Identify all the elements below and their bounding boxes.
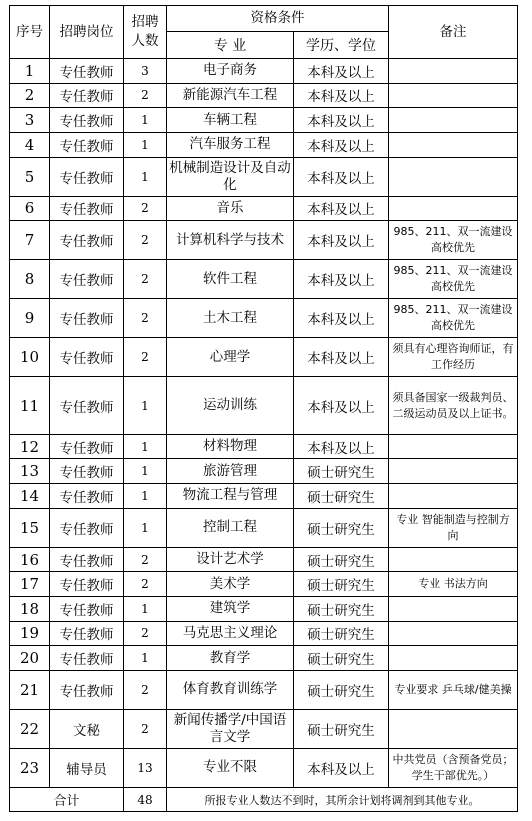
row-major: 材料物理 xyxy=(167,434,294,459)
row-education: 本科及以上 xyxy=(294,196,389,221)
header-seq: 序号 xyxy=(10,6,50,59)
header-count: 招聘人数 xyxy=(124,6,167,59)
row-position: 专任教师 xyxy=(50,596,124,621)
row-education: 硕士研究生 xyxy=(294,508,389,547)
row-note xyxy=(389,59,518,84)
row-education: 硕士研究生 xyxy=(294,484,389,509)
table-row xyxy=(10,596,518,621)
row-education: 硕士研究生 xyxy=(294,646,389,671)
row-note: 专业 书法方向 xyxy=(389,572,518,597)
table-row xyxy=(10,108,518,133)
row-count: 1 xyxy=(124,646,167,671)
row-position: 专任教师 xyxy=(50,299,124,338)
row-count: 2 xyxy=(124,709,167,748)
row-note: 985、211、双一流建设高校优先 xyxy=(389,299,518,338)
row-position: 专任教师 xyxy=(50,459,124,484)
row-major: 马克思主义理论 xyxy=(167,621,294,646)
table-row xyxy=(10,621,518,646)
row-note: 中共党员（含预备党员；学生干部优先。） xyxy=(389,748,518,787)
row-position: 专任教师 xyxy=(50,670,124,709)
row-count: 3 xyxy=(124,59,167,84)
row-note: 须具备国家一级裁判员、二级运动员及以上证书。 xyxy=(389,377,518,434)
header-major: 专 业 xyxy=(167,32,294,59)
header-education: 学历、学位 xyxy=(294,32,389,59)
row-position: 文秘 xyxy=(50,709,124,748)
table-row xyxy=(10,59,518,84)
row-education: 本科及以上 xyxy=(294,434,389,459)
row-major: 物流工程与管理 xyxy=(167,484,294,509)
total-row xyxy=(10,788,518,812)
row-major: 心理学 xyxy=(167,338,294,377)
total-note: 所报专业人数达不到时，其所余计划将调剂到其他专业。 xyxy=(167,788,518,812)
row-education: 硕士研究生 xyxy=(294,596,389,621)
row-position: 专任教师 xyxy=(50,157,124,196)
row-no: 6 xyxy=(10,196,50,221)
row-major: 旅游管理 xyxy=(167,459,294,484)
table-row xyxy=(10,547,518,572)
row-major: 设计艺术学 xyxy=(167,547,294,572)
row-no: 10 xyxy=(10,338,50,377)
header-qualification: 资格条件 xyxy=(167,6,389,32)
row-note: 须具有心理咨询师证，有工作经历 xyxy=(389,338,518,377)
row-note xyxy=(389,108,518,133)
row-position: 专任教师 xyxy=(50,59,124,84)
row-position: 专任教师 xyxy=(50,572,124,597)
row-count: 1 xyxy=(124,508,167,547)
table-row xyxy=(10,748,518,787)
row-no: 11 xyxy=(10,377,50,434)
row-count: 1 xyxy=(124,596,167,621)
row-major: 机械制造设计及自动化 xyxy=(167,157,294,196)
row-count: 2 xyxy=(124,547,167,572)
table-row xyxy=(10,508,518,547)
row-no: 22 xyxy=(10,709,50,748)
row-note xyxy=(389,621,518,646)
row-count: 13 xyxy=(124,748,167,787)
row-no: 3 xyxy=(10,108,50,133)
row-no: 15 xyxy=(10,508,50,547)
row-no: 14 xyxy=(10,484,50,509)
row-count: 2 xyxy=(124,83,167,108)
row-major: 教育学 xyxy=(167,646,294,671)
row-major: 控制工程 xyxy=(167,508,294,547)
row-education: 本科及以上 xyxy=(294,748,389,787)
row-note xyxy=(389,459,518,484)
row-count: 2 xyxy=(124,221,167,260)
table-row xyxy=(10,709,518,748)
row-note xyxy=(389,709,518,748)
row-note: 985、211、双一流建设高校优先 xyxy=(389,221,518,260)
row-position: 专任教师 xyxy=(50,621,124,646)
row-note xyxy=(389,196,518,221)
row-education: 本科及以上 xyxy=(294,157,389,196)
table-row xyxy=(10,157,518,196)
row-note xyxy=(389,547,518,572)
row-major: 计算机科学与技术 xyxy=(167,221,294,260)
row-no: 16 xyxy=(10,547,50,572)
recruitment-table xyxy=(9,5,518,812)
row-education: 本科及以上 xyxy=(294,377,389,434)
row-no: 20 xyxy=(10,646,50,671)
row-major: 运动训练 xyxy=(167,377,294,434)
row-major: 新闻传播学/中国语言文学 xyxy=(167,709,294,748)
row-position: 专任教师 xyxy=(50,484,124,509)
row-education: 硕士研究生 xyxy=(294,621,389,646)
table-row xyxy=(10,377,518,434)
row-position: 专任教师 xyxy=(50,108,124,133)
row-count: 2 xyxy=(124,572,167,597)
row-note xyxy=(389,596,518,621)
row-note xyxy=(389,484,518,509)
row-no: 17 xyxy=(10,572,50,597)
table-row xyxy=(10,221,518,260)
row-major: 音乐 xyxy=(167,196,294,221)
row-no: 1 xyxy=(10,59,50,84)
table-body xyxy=(10,59,518,788)
row-note: 专业 智能制造与控制方向 xyxy=(389,508,518,547)
row-position: 专任教师 xyxy=(50,377,124,434)
row-education: 本科及以上 xyxy=(294,108,389,133)
row-note xyxy=(389,157,518,196)
row-no: 23 xyxy=(10,748,50,787)
row-major: 汽车服务工程 xyxy=(167,132,294,157)
row-count: 1 xyxy=(124,459,167,484)
row-count: 2 xyxy=(124,260,167,299)
total-count: 48 xyxy=(124,788,167,812)
row-position: 专任教师 xyxy=(50,434,124,459)
row-no: 2 xyxy=(10,83,50,108)
table-row xyxy=(10,83,518,108)
table-row xyxy=(10,646,518,671)
row-education: 本科及以上 xyxy=(294,59,389,84)
table-row xyxy=(10,299,518,338)
row-no: 21 xyxy=(10,670,50,709)
row-no: 5 xyxy=(10,157,50,196)
row-count: 2 xyxy=(124,670,167,709)
row-major: 建筑学 xyxy=(167,596,294,621)
table-row xyxy=(10,434,518,459)
row-position: 专任教师 xyxy=(50,196,124,221)
row-position: 专任教师 xyxy=(50,83,124,108)
row-education: 本科及以上 xyxy=(294,260,389,299)
row-note xyxy=(389,83,518,108)
row-education: 本科及以上 xyxy=(294,132,389,157)
row-count: 1 xyxy=(124,434,167,459)
row-position: 专任教师 xyxy=(50,338,124,377)
table-row xyxy=(10,338,518,377)
row-count: 2 xyxy=(124,621,167,646)
row-position: 专任教师 xyxy=(50,221,124,260)
row-major: 车辆工程 xyxy=(167,108,294,133)
row-major: 电子商务 xyxy=(167,59,294,84)
table-row xyxy=(10,484,518,509)
row-no: 18 xyxy=(10,596,50,621)
row-position: 专任教师 xyxy=(50,547,124,572)
row-education: 硕士研究生 xyxy=(294,459,389,484)
row-education: 硕士研究生 xyxy=(294,709,389,748)
row-no: 4 xyxy=(10,132,50,157)
table-row xyxy=(10,459,518,484)
row-note xyxy=(389,132,518,157)
header-note: 备注 xyxy=(389,6,518,59)
row-count: 1 xyxy=(124,108,167,133)
row-major: 专业不限 xyxy=(167,748,294,787)
table-row xyxy=(10,670,518,709)
total-label: 合计 xyxy=(10,788,124,812)
row-count: 1 xyxy=(124,377,167,434)
row-count: 2 xyxy=(124,196,167,221)
row-no: 12 xyxy=(10,434,50,459)
row-no: 8 xyxy=(10,260,50,299)
row-no: 7 xyxy=(10,221,50,260)
row-education: 本科及以上 xyxy=(294,299,389,338)
row-position: 专任教师 xyxy=(50,508,124,547)
header-position: 招聘岗位 xyxy=(50,6,124,59)
table-row xyxy=(10,572,518,597)
row-education: 本科及以上 xyxy=(294,338,389,377)
row-major: 软件工程 xyxy=(167,260,294,299)
row-count: 2 xyxy=(124,299,167,338)
row-count: 1 xyxy=(124,132,167,157)
row-count: 1 xyxy=(124,157,167,196)
row-no: 9 xyxy=(10,299,50,338)
row-major: 体育教育训练学 xyxy=(167,670,294,709)
row-position: 辅导员 xyxy=(50,748,124,787)
row-position: 专任教师 xyxy=(50,646,124,671)
row-position: 专任教师 xyxy=(50,132,124,157)
row-no: 13 xyxy=(10,459,50,484)
table-row xyxy=(10,196,518,221)
row-no: 19 xyxy=(10,621,50,646)
row-education: 硕士研究生 xyxy=(294,572,389,597)
row-education: 本科及以上 xyxy=(294,221,389,260)
row-major: 美术学 xyxy=(167,572,294,597)
row-education: 本科及以上 xyxy=(294,83,389,108)
row-education: 硕士研究生 xyxy=(294,670,389,709)
row-count: 2 xyxy=(124,338,167,377)
row-note xyxy=(389,646,518,671)
table-row xyxy=(10,132,518,157)
row-major: 土木工程 xyxy=(167,299,294,338)
row-note: 专业要求 乒乓球/健美操 xyxy=(389,670,518,709)
row-position: 专任教师 xyxy=(50,260,124,299)
row-education: 硕士研究生 xyxy=(294,547,389,572)
row-major: 新能源汽车工程 xyxy=(167,83,294,108)
row-count: 1 xyxy=(124,484,167,509)
row-note: 985、211、双一流建设高校优先 xyxy=(389,260,518,299)
row-note xyxy=(389,434,518,459)
table-row xyxy=(10,260,518,299)
